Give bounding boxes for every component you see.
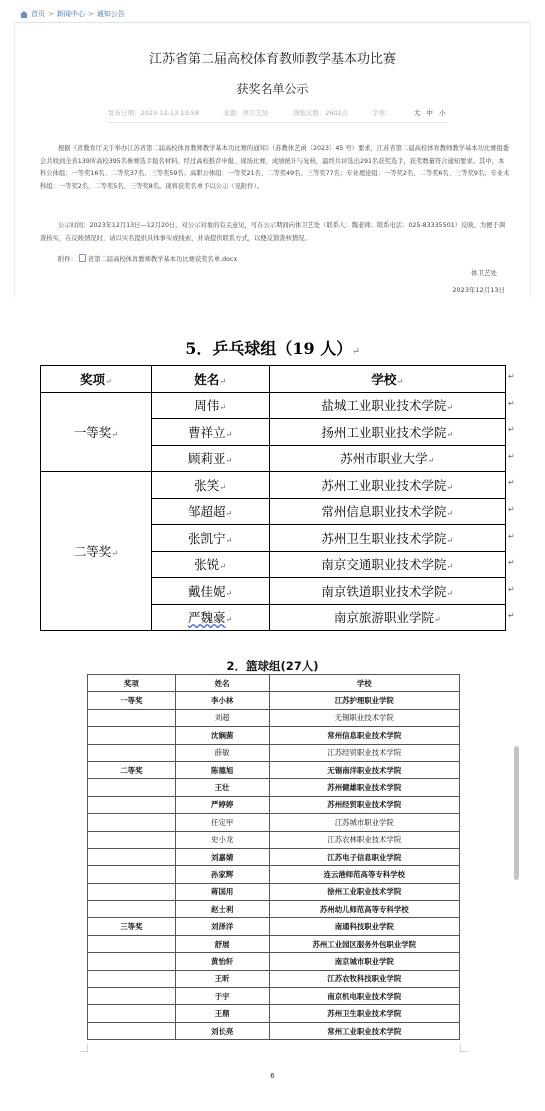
file-icon	[79, 254, 86, 262]
paragraph-mark-icon: ↵	[508, 558, 515, 568]
breadcrumb-news-center[interactable]: 新闻中心	[56, 10, 85, 18]
table-row	[88, 988, 460, 1005]
paragraph-mark-icon: ↵	[508, 584, 515, 594]
school-cell: 南通科技职业学院	[269, 918, 459, 935]
award-cell	[88, 709, 176, 726]
attachment-label: 附件：	[58, 256, 77, 263]
name-cell: 王鼎	[175, 1005, 269, 1022]
table-row	[88, 779, 460, 796]
paragraph-mark-icon: ↵	[508, 425, 515, 435]
table-row	[88, 866, 460, 883]
body-paragraph: 公示时间：2023年12月13日—12月20日。对公示对象的有关意见，可在公示期间向体卫艺处（联系人：魏老师；联系电话：025-83335501）反映。为便于调查核实，在反映情况时，请以实名提供具体事实或线索，并请提供联系方式，以便反馈查核情况。	[40, 222, 506, 242]
school-cell: 常州信息职业技术学院	[269, 727, 459, 744]
name-cell: 戴佳妮↵	[151, 578, 269, 605]
attachment-link[interactable]: 省第二届高校体育教师教学基本功比赛获奖名单.docx	[87, 256, 238, 263]
award-cell: 三等奖	[88, 918, 176, 935]
table-row	[41, 472, 506, 499]
school-cell: 南京铁道职业技术学院↵	[269, 578, 505, 605]
signature-date: 2023年12月13日	[452, 286, 505, 294]
page-subtitle: 获奖名单公示	[236, 82, 309, 96]
name-cell: 沈娴菌	[175, 727, 269, 744]
table-header-row	[88, 675, 460, 692]
school-cell: 南京旅游职业学院↵	[269, 604, 505, 631]
divider	[108, 122, 448, 123]
page-title: 江苏省第二届高校体育教师教学基本功比赛	[148, 52, 396, 67]
name-cell: 曹祥立↵	[151, 419, 269, 446]
award-cell	[88, 935, 176, 952]
paragraph-mark-icon: ↵	[508, 531, 515, 541]
table-row	[88, 814, 460, 831]
page-corner-mark	[80, 1044, 88, 1052]
column-header-name: 姓名	[175, 675, 269, 692]
breadcrumb-home[interactable]: 首页	[31, 10, 45, 18]
table-row	[88, 1005, 460, 1022]
table-row	[88, 796, 460, 813]
award-cell	[88, 866, 176, 883]
breadcrumb-separator: >	[48, 10, 54, 18]
award-cell	[88, 970, 176, 987]
table-row	[88, 692, 460, 709]
name-cell: 舒展	[175, 935, 269, 952]
name-cell: 黄怡轩	[175, 953, 269, 970]
table-header-row	[41, 366, 506, 393]
paragraph-mark-icon: ↵	[508, 451, 515, 461]
award-cell: 二等奖	[88, 761, 176, 778]
page-number: 6	[270, 1072, 275, 1080]
name-cell: 刘嘉婧	[175, 848, 269, 865]
school-cell: 南京交通职业技术学院↵	[269, 551, 505, 578]
school-cell: 江苏护理职业学院	[269, 692, 459, 709]
table-row	[88, 970, 460, 987]
award-cell	[88, 953, 176, 970]
view-count: 浏览次数：2602次	[292, 109, 349, 117]
school-cell: 南京城市职业学院	[269, 953, 459, 970]
font-size-control	[372, 109, 469, 117]
name-cell: 陈德旭	[175, 761, 269, 778]
name-cell: 孙家辉	[175, 866, 269, 883]
award-cell	[88, 848, 176, 865]
name-cell: 周伟↵	[151, 392, 269, 419]
source: 来源：体卫艺处	[223, 109, 269, 117]
school-cell: 江苏城市职业学院	[269, 814, 459, 831]
table-row	[88, 918, 460, 935]
table-row	[88, 727, 460, 744]
award-cell: 二等奖↵	[41, 472, 152, 631]
name-cell: 蒋国用	[175, 883, 269, 900]
school-cell: 江苏农牧科技职业学院	[269, 970, 459, 987]
column-header-school: 学校	[269, 675, 459, 692]
school-cell: 徐州工业职业技术学院	[269, 883, 459, 900]
school-cell: 苏州经贸职业技术学院	[269, 796, 459, 813]
table-row	[88, 953, 460, 970]
name-cell: 张锐↵	[151, 551, 269, 578]
table-row	[88, 935, 460, 952]
school-cell: 盐城工业职业技术学院↵	[269, 392, 505, 419]
attachment-row	[58, 254, 237, 263]
name-cell: 顾莉亚↵	[151, 445, 269, 472]
table-title	[0, 336, 545, 359]
name-cell: 刘泽洋	[175, 918, 269, 935]
award-cell: 一等奖	[88, 692, 176, 709]
school-cell: 苏州卫生职业技术学院	[269, 1005, 459, 1022]
table-row	[88, 709, 460, 726]
font-size-label: 字体：	[372, 109, 392, 117]
school-cell: 苏州幼儿师范高等专科学校	[269, 901, 459, 918]
breadcrumb-notices[interactable]: 通知公告	[96, 10, 125, 18]
home-icon[interactable]	[20, 11, 28, 18]
paragraph-mark-icon: ↵	[508, 478, 515, 488]
award-cell	[88, 831, 176, 848]
table-row	[88, 848, 460, 865]
table-row	[88, 831, 460, 848]
award-cell	[88, 727, 176, 744]
paragraph-mark-icon: ↵	[508, 505, 515, 514]
column-header-name: 姓名↵	[151, 366, 269, 393]
paragraph-mark-icon: ↵	[352, 347, 360, 357]
school-cell: 常州信息职业技术学院↵	[269, 498, 505, 525]
table-row	[88, 1022, 460, 1039]
name-cell: 刘长亮	[175, 1022, 269, 1039]
school-cell: 苏州市职业大学↵	[269, 445, 505, 472]
name-cell: 刘超	[175, 709, 269, 726]
name-cell: 严魏豪↵	[151, 604, 269, 631]
name-cell: 史小龙	[175, 831, 269, 848]
table-title-text: 5．乒乓球组（19 人）	[185, 339, 353, 358]
article-meta	[108, 108, 492, 117]
school-cell: 南京机电职业技术学院	[269, 988, 459, 1005]
publish-date: 发布日期：2023-12-13 13:58	[108, 109, 200, 117]
award-cell	[88, 796, 176, 813]
award-cell: 一等奖↵	[41, 392, 152, 472]
award-cell	[88, 901, 176, 918]
school-cell: 苏州卫生职业技术学院↵	[269, 525, 505, 552]
award-cell	[88, 1005, 176, 1022]
award-cell	[88, 744, 176, 761]
font-size-options[interactable]: 大 中 小	[413, 109, 448, 117]
name-cell: 邹超超↵	[151, 498, 269, 525]
award-cell	[88, 883, 176, 900]
award-table-pingpong	[40, 365, 506, 631]
table-body	[88, 692, 460, 1040]
table-row	[88, 744, 460, 761]
name-cell: 王昕	[175, 970, 269, 987]
name-cell: 张凯宁↵	[151, 525, 269, 552]
award-cell	[88, 988, 176, 1005]
paragraph-mark-icon: ↵	[508, 372, 515, 381]
school-cell: 苏州工业职业技术学院↵	[269, 472, 505, 499]
notice-panel	[0, 0, 545, 300]
table-row	[88, 883, 460, 900]
paragraph-mark-icon: ↵	[508, 398, 515, 408]
table-row	[88, 901, 460, 918]
award-cell	[88, 779, 176, 796]
column-header-award: 奖项	[88, 675, 176, 692]
table-title: 2．篮球组(27人)	[226, 659, 319, 673]
award-table-basketball	[87, 674, 460, 1040]
scrollbar-thumb[interactable]	[514, 746, 519, 880]
school-cell: 常州工业职业技术学院	[269, 1022, 459, 1039]
paragraph-mark-icon: ↵	[508, 611, 515, 621]
school-cell: 无锡南洋职业技术学院	[269, 761, 459, 778]
name-cell: 任定甲	[175, 814, 269, 831]
school-cell: 江苏农林职业技术学院	[269, 831, 459, 848]
name-cell: 于宇	[175, 988, 269, 1005]
school-cell: 扬州工业职业技术学院↵	[269, 419, 505, 446]
body-paragraph: 根据《省教育厅关于举办江苏省第二届高校体育教师教学基本功比赛的通知》（苏教体艺函〔2023〕45 号）要求，江苏省第二届高校体育教师教学基本功比赛组委会共收到全省139所高校395名参赛选手报名材料。经过高校推荐申报、现场比赛、成绩统计与复核，最终共评选出291名获奖选手，获奖数量符合通知要求。其中，本科公体组：一等奖16名、二等奖37名、三等奖59名；高职公体组：一等奖21名、二等奖49名、三等奖77名；专业理论组：一等奖2名、二等奖6名、三等奖9名；专业术科组：一等奖2名、二等奖5名、三等奖8名。现将获奖名单予以公示（见附件）。	[40, 145, 510, 190]
breadcrumb-separator: >	[87, 10, 94, 18]
name-cell: 王壮	[175, 779, 269, 796]
column-header-award: 奖项↵	[41, 366, 152, 393]
name-cell: 张笑↵	[151, 472, 269, 499]
table-row	[41, 392, 506, 419]
school-cell: 苏州工业园区服务外包职业学院	[269, 935, 459, 952]
column-header-school: 学校↵	[269, 366, 505, 393]
name-cell: 薛敏	[175, 744, 269, 761]
divider	[14, 22, 531, 23]
award-cell	[88, 1022, 176, 1039]
name-cell: 赵士利	[175, 901, 269, 918]
name-cell: 严婷婷	[175, 796, 269, 813]
signature-org: 体卫艺处	[471, 269, 497, 277]
school-cell: 连云港师范高等专科学校	[269, 866, 459, 883]
school-cell: 无锡职业技术学院	[269, 709, 459, 726]
school-cell: 江苏电子信息职业学院	[269, 848, 459, 865]
school-cell: 江苏经贸职业技术学院	[269, 744, 459, 761]
table-row	[88, 761, 460, 778]
school-cell: 苏州健雄职业技术学院	[269, 779, 459, 796]
breadcrumb	[20, 9, 125, 19]
name-cell: 李小林	[175, 692, 269, 709]
page-corner-mark	[460, 1044, 468, 1052]
award-cell	[88, 814, 176, 831]
